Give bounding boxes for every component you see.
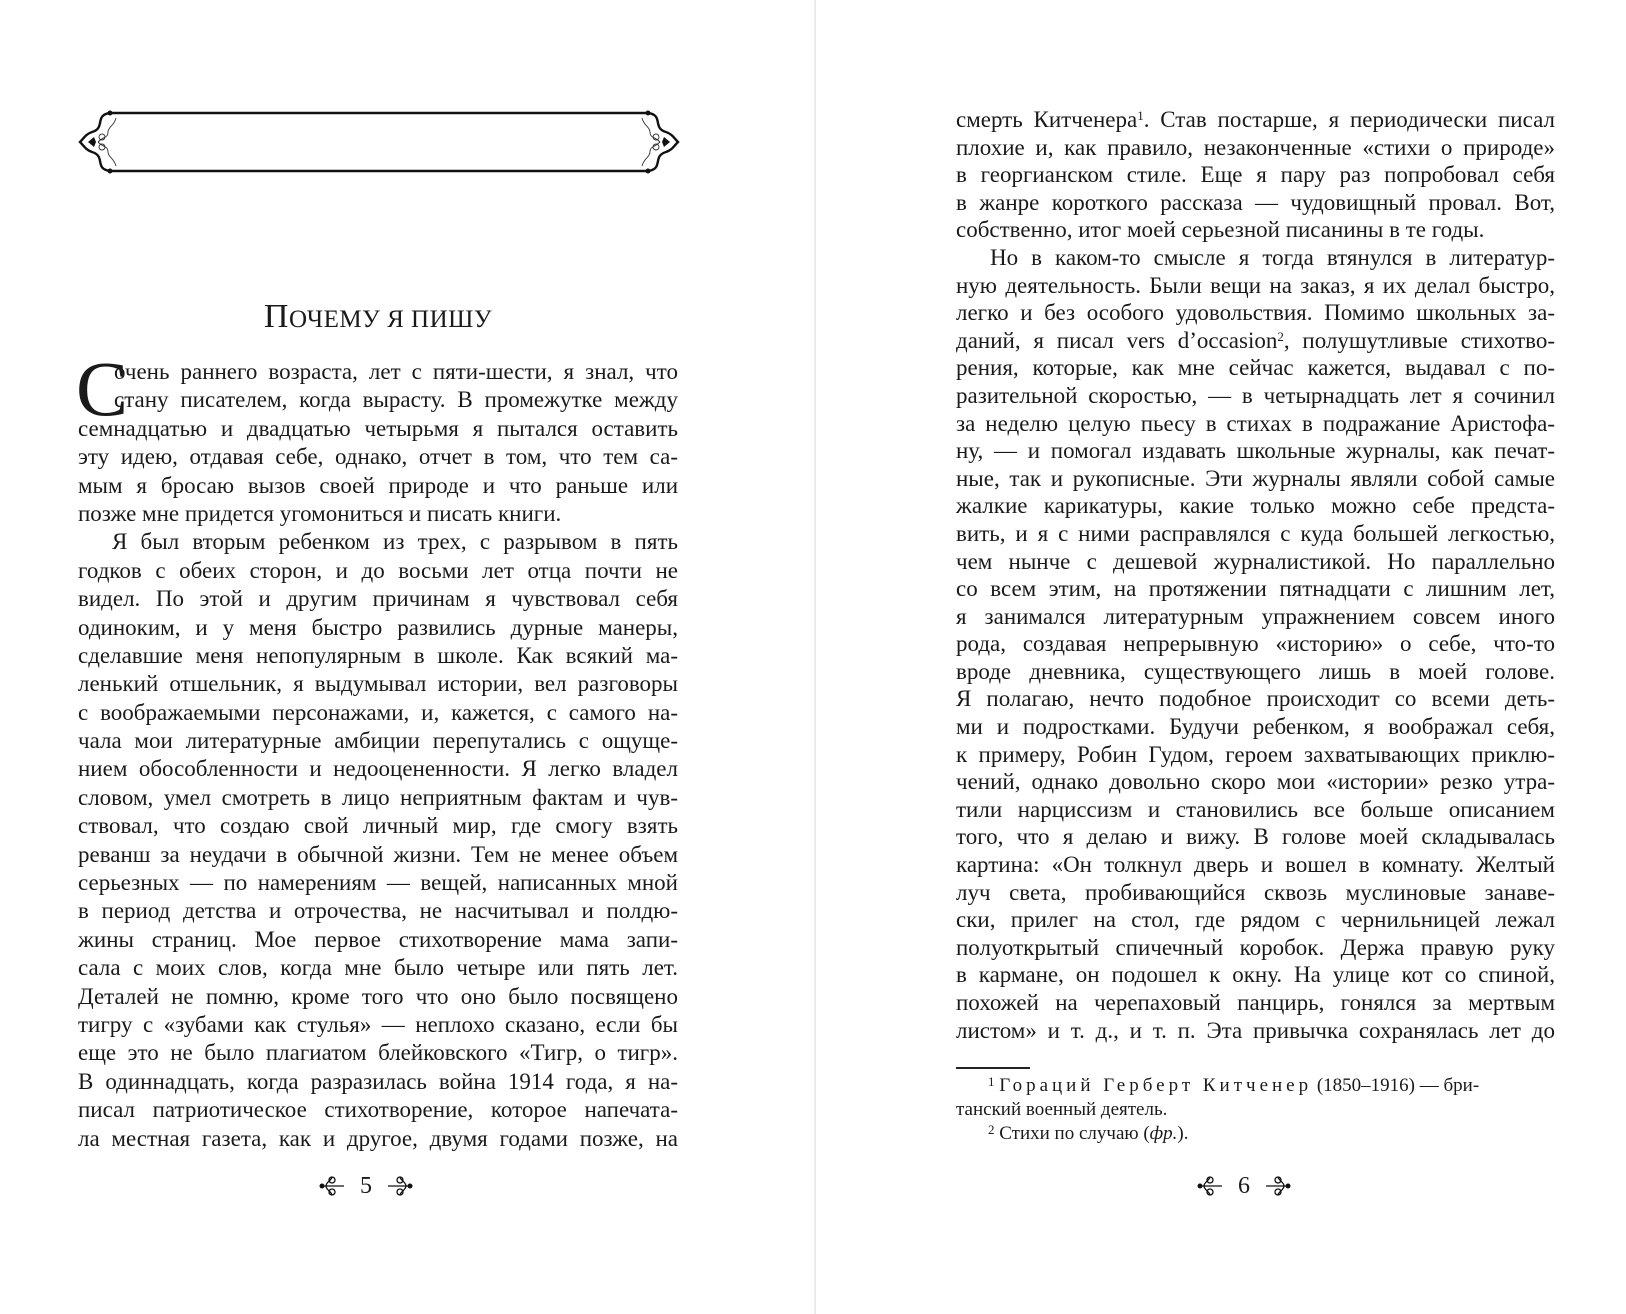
text-line <box>956 548 1555 576</box>
footnote-reference[interactable]: 2 <box>1277 328 1284 344</box>
text-line <box>956 658 1555 686</box>
text-line <box>956 272 1555 300</box>
footnote-separator <box>956 1067 1030 1069</box>
footnote-1 <box>956 1074 1555 1098</box>
page-number-left <box>318 1170 414 1202</box>
text-line <box>78 472 678 500</box>
text-line <box>78 443 678 471</box>
page-number-right <box>1196 1170 1292 1202</box>
text-line-content: писал патриотическое стихотворение, которое напечата- <box>78 1097 678 1123</box>
text-line <box>956 796 1555 824</box>
text-line <box>78 954 678 982</box>
text-line-content: Я был вторым ребенком из трех, с разрывом в пять <box>112 529 678 555</box>
text-line <box>956 768 1555 796</box>
text-line-content: сала с моих слов, когда мне было четыре или пять лет. <box>78 955 678 981</box>
footnote-1-text: (1850–1916) — бри- <box>1312 1075 1480 1096</box>
text-line-content: вроде дневника, существующего лишь в моей голове. <box>956 658 1555 684</box>
text-line <box>956 713 1555 741</box>
text-line-content: реванш за неудачи в обычной жизни. Тем не менее объем <box>78 841 678 867</box>
text-line-content: Деталей не помню, кроме того что оно было посвящено <box>78 983 678 1009</box>
text-line <box>956 741 1555 769</box>
footnote-2-italic: фр. <box>1149 1123 1178 1144</box>
text-line-content: ную деятельность. Были вещи на заказ, я их делал быстро, <box>956 272 1555 298</box>
footnote-2-text: Стихи по случаю ( <box>999 1123 1150 1144</box>
text-line-content: тили нарциссизм и становились все больше описанием <box>956 796 1555 822</box>
text-line-content: рода, создавая непрерывную «историю» о себе, что-то <box>956 631 1555 657</box>
text-line-content: словом, умел смотреть в лицо неприятным фактам и чув- <box>78 784 678 810</box>
text-line-content: в кармане, он подошел к окну. На улице кот со спиной, <box>956 962 1555 988</box>
text-line <box>78 585 678 613</box>
text-line-content: ну, — и помогал издавать школьные журналы, как печат- <box>956 438 1555 464</box>
text-line-content: легко и без особого удовольствия. Помимо школьных за- <box>956 300 1555 326</box>
footnote-reference[interactable]: 1 <box>1137 108 1144 123</box>
text-line-content: серьезных — по намерениям — вещей, написанных мной <box>78 870 678 896</box>
left-page-body-text <box>76 345 678 1153</box>
text-line-content: чем нынче с дешевой журналистикой. Но параллельно <box>956 548 1555 574</box>
text-line <box>78 1096 678 1124</box>
text-line-content: с воображаемыми персонажами, и, кажется, с самого на- <box>78 699 678 725</box>
text-line <box>956 106 1555 134</box>
text-line-content: Но в каком-то смысле я тогда втянулся в литератур- <box>990 244 1555 270</box>
text-line-content: видел. По этой и другим причинам я чувствовал себя <box>78 586 678 612</box>
text-line <box>78 983 678 1011</box>
text-line <box>956 354 1555 382</box>
footnote-2-mark: 2 <box>988 1122 995 1137</box>
text-line-content: эту идею, отдавая себе, однако, отчет в том, что тем са- <box>78 444 678 470</box>
text-line-content: к примеру, Робин Гудом, героем захватывающих приклю- <box>956 741 1555 767</box>
text-line-content: Я полагаю, нечто подобное происходит со всеми деть- <box>956 686 1555 712</box>
text-line <box>956 161 1555 189</box>
text-line <box>78 557 678 585</box>
text-line <box>78 670 678 698</box>
footnote-1-name: Гораций Герберт Китченер <box>999 1075 1313 1096</box>
text-line-content: тигру с «зубами как стулья» — неплохо сказано, если бы <box>78 1011 678 1037</box>
text-line-content: картина: «Он толкнул дверь и вошел в комнату. Желтый <box>956 852 1555 878</box>
text-line <box>78 528 678 556</box>
footnote-2 <box>956 1122 1555 1146</box>
text-line <box>956 906 1555 934</box>
text-line-content: в жанре короткого рассказа — чудовищный провал. Вот, <box>956 189 1555 215</box>
text-line-content: жалкие карикатуры, какие только можно себе предста- <box>956 493 1555 519</box>
text-line <box>78 727 678 755</box>
text-line <box>956 492 1555 520</box>
text-line <box>956 823 1555 851</box>
text-line <box>956 134 1555 162</box>
text-line <box>78 386 678 414</box>
footnote-2-end: ). <box>1177 1123 1189 1144</box>
text-line <box>956 685 1555 713</box>
text-line <box>956 630 1555 658</box>
text-line <box>956 1017 1555 1045</box>
text-line <box>78 869 678 897</box>
footnotes <box>956 1074 1555 1146</box>
text-line-content: чала мои литературные амбиции перепутались с ощуще- <box>78 728 678 754</box>
text-line <box>78 1125 678 1153</box>
text-line-content: того, что я делаю и вижу. В голове моей складывалась <box>956 824 1555 850</box>
text-line <box>956 437 1555 465</box>
chapter-title <box>78 298 678 336</box>
text-line <box>956 575 1555 603</box>
page-number: 6 <box>1238 1172 1250 1199</box>
text-line <box>956 216 1555 244</box>
text-line-content: В одиннадцать, когда разразилась война 1914 года, я на- <box>78 1068 678 1094</box>
text-line-content: еще это не было плагиатом блейковского «Тигр, о тигр». <box>78 1040 678 1066</box>
text-line-content: со всем этим, на протяжении пятнадцати с лишним лет, <box>956 576 1555 602</box>
text-line-content: я занимался литературным упражнением совсем иного <box>956 603 1555 629</box>
text-line-content: ствовал, что создаю свой личный мир, где смогу взять <box>78 813 678 839</box>
text-line <box>956 189 1555 217</box>
text-line-content: семнадцатью и двадцатью четырьмя я пытался оставить <box>78 415 678 441</box>
text-line-content: позже мне придется угомониться и писать книги. <box>78 500 562 526</box>
text-line <box>78 699 678 727</box>
text-line-content: плохие и, как правило, незаконченные «стихи о природе» <box>956 134 1555 160</box>
text-line <box>956 989 1555 1017</box>
text-line-content: вить, и я с ними расправлялся с куда большей легкостью, <box>956 520 1555 546</box>
text-line <box>78 642 678 670</box>
text-line <box>78 500 678 528</box>
right-page-body-text <box>956 106 1555 1044</box>
text-line-content: за неделю целую пьесу в стихах в подражание Аристофа- <box>956 410 1555 436</box>
text-line <box>78 415 678 443</box>
text-line <box>956 879 1555 907</box>
drop-cap: С <box>76 345 129 432</box>
text-line <box>956 244 1555 272</box>
text-line <box>78 926 678 954</box>
text-line-content: мым я бросаю вызов своей природе и что раньше или <box>78 472 678 498</box>
text-line <box>78 812 678 840</box>
chapter-title-rest: ОЧЕМУ Я ПИШУ <box>288 306 493 333</box>
text-line <box>956 851 1555 879</box>
page-number: 5 <box>360 1172 372 1199</box>
text-line-content: ми и подростками. Будучи ребенком, я воображал себя, <box>956 714 1555 740</box>
footnote-1-continued: танский военный деятель. <box>956 1099 1168 1120</box>
text-line <box>78 784 678 812</box>
chapter-header-frame-ornament <box>76 106 682 178</box>
text-line <box>78 614 678 642</box>
text-line-content: одиноким, и у меня быстро развились дурные манеры, <box>78 614 678 640</box>
text-line <box>956 465 1555 493</box>
text-line-content: ленький отшельник, я выдумывал истории, вел разговоры <box>78 671 678 697</box>
fleuron-right-icon <box>1264 1172 1292 1200</box>
text-line-content: ла местная газета, как и другое, двумя годами позже, на <box>78 1125 678 1151</box>
text-line-content: разительной скоростью, — в четырнадцать лет я сочинил <box>956 382 1555 408</box>
text-line-content: листом» и т. д., и т. п. Эта привычка сохранялась лет до <box>956 1017 1555 1043</box>
chapter-title-initial: П <box>263 298 289 335</box>
text-line <box>78 1011 678 1039</box>
text-line-content: ные, так и рукописные. Эти журналы являли собой самые <box>956 465 1555 491</box>
text-line-content: жины страниц. Мое первое стихотворение мама запи- <box>78 926 678 952</box>
text-line-content: в период детства и отрочества, не насчитывал и полдю- <box>78 898 678 924</box>
text-line <box>78 1068 678 1096</box>
fleuron-left-icon <box>1196 1172 1224 1200</box>
text-line <box>956 520 1555 548</box>
text-line <box>78 1039 678 1067</box>
text-line-content: даний, я писал vers d’occasion$^2$, полушутливые стихотво- <box>956 327 1555 353</box>
text-line <box>78 755 678 783</box>
text-line <box>956 299 1555 327</box>
text-line-content: сделавшие меня непопулярным в школе. Как всякий ма- <box>78 642 678 668</box>
text-line <box>956 603 1555 631</box>
text-line <box>956 934 1555 962</box>
text-line-content: смерть Китченера$^1$. Став постарше, я периодически писал <box>956 107 1555 132</box>
text-line-content: чений, однако довольно скоро мои «истории» резко утра- <box>956 769 1555 795</box>
text-line-content: собственно, итог моей серьезной писанины в те годы. <box>956 217 1485 243</box>
text-line-content: годков с обеих сторон, и до восьми лет отца почти не <box>78 557 678 583</box>
text-line <box>78 841 678 869</box>
fleuron-left-icon <box>318 1172 346 1200</box>
text-line <box>956 327 1555 355</box>
text-line-content: ски, прилег на стол, где рядом с чернильницей лежал <box>956 907 1555 933</box>
text-line-content: очень раннего возраста, лет с пяти-шести, я знал, что <box>114 359 678 384</box>
text-line-content: рения, которые, как мне сейчас кажется, выдавал с по- <box>956 355 1555 381</box>
text-line-content: полуоткрытый спичечный коробок. Держа правую руку <box>956 934 1555 960</box>
text-line <box>956 382 1555 410</box>
fleuron-right-icon <box>386 1172 414 1200</box>
text-line <box>78 897 678 925</box>
footnote-1-mark: 1 <box>988 1074 995 1089</box>
text-line <box>956 410 1555 438</box>
text-line-content: стану писателем, когда вырасту. В промежутке между <box>114 387 678 413</box>
text-line-content: луч света, пробивающийся сквозь муслиновые занаве- <box>956 879 1555 905</box>
text-line <box>956 961 1555 989</box>
text-line-content: в георгианском стиле. Еще я пару раз попробовал себя <box>956 162 1555 188</box>
text-line-content: нием обособленности и недооцененности. Я легко владел <box>78 756 678 782</box>
text-line-content: похожей на черепаховый панцирь, гонялся за мертвым <box>956 990 1555 1015</box>
